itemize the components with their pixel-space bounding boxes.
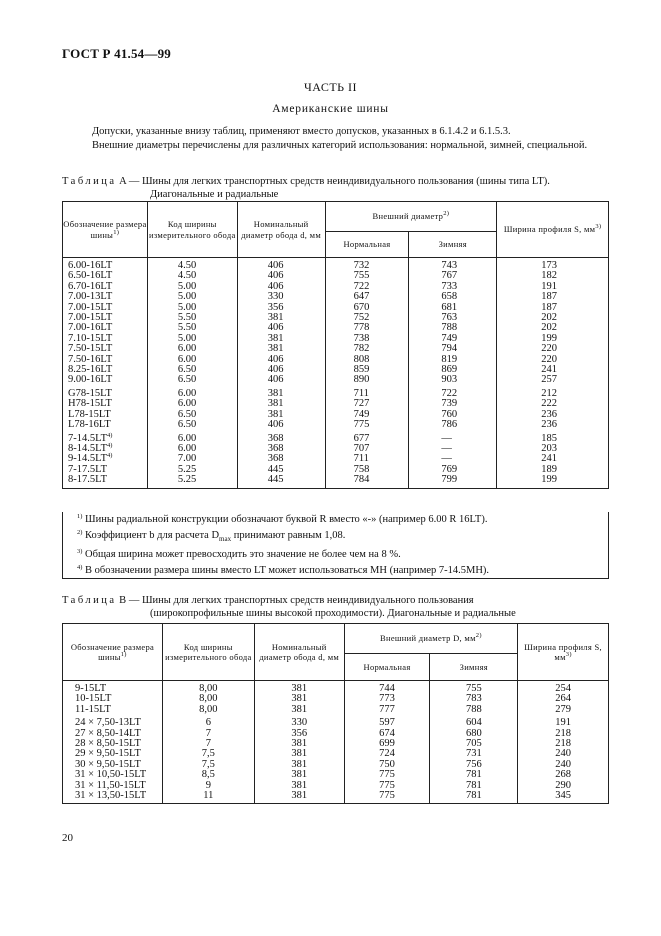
tire-size-cell: G78-15LT [63,386,148,399]
table-b-header-width: Ширина профиля S, $мм^{3)}$ [518,624,609,681]
outer-diameter-normal-cell: 758 [325,465,409,475]
outer-diameter-normal-cell: 778 [325,323,409,333]
document-code-header: ГОСТ Р 41.54—99 [62,46,171,61]
section-width-cell: 257 [497,375,609,385]
section-width-cell: 182 [497,271,609,281]
tire-size-cell: 7.50-16LT [63,355,148,365]
table-a-caption [62,175,622,201]
rim-width-code-cell: 6.00 [147,344,237,354]
rim-width-code-cell: 7,5 [162,760,254,770]
outer-diameter-normal-cell: 773 [344,694,430,704]
tire-size-cell: 10-15LT [63,694,163,704]
tire-size-cell: 6.70-16LT [63,282,148,292]
outer-diameter-normal-cell: 755 [325,271,409,281]
outer-diameter-winter-cell: 722 [409,386,497,399]
table-row [63,410,609,420]
rim-width-code-cell: 6.00 [147,431,237,444]
nominal-rim-diameter-cell: 381 [237,386,325,399]
table-row [63,355,609,365]
outer-diameter-normal-cell: 674 [344,729,430,739]
table-row [63,694,609,704]
tire-size-cell: 6.50-16LT [63,271,148,281]
nominal-rim-diameter-cell: 381 [254,791,344,804]
outer-diameter-winter-cell: 749 [409,334,497,344]
outer-diameter-winter-cell: — [409,444,497,454]
rim-width-code-cell: 5.00 [147,303,237,313]
table-row [63,444,609,454]
tire-size-cell: 24 × 7,50-13LT [63,715,163,728]
table-row [63,258,609,272]
outer-diameter-normal-cell: 775 [325,420,409,430]
section-width-cell: 264 [518,694,609,704]
outer-diameter-winter-cell: — [409,431,497,444]
section-width-cell: 241 [497,365,609,375]
intro-paragraph-diameters: Внешние диаметры перечислены для различных категорий использования: нормальной, зимней, специальной. [92,140,588,151]
outer-diameter-winter-cell: 788 [430,705,518,715]
rim-width-code-cell: 4.50 [147,258,237,272]
outer-diameter-winter-cell: 781 [430,791,518,804]
table-row [63,386,609,399]
rim-width-code-cell: 8,00 [162,681,254,695]
section-width-cell: 240 [518,749,609,759]
section-width-cell: 268 [518,770,609,780]
table-a-header-normal: Нормальная [325,231,409,257]
outer-diameter-winter-cell: 769 [409,465,497,475]
outer-diameter-normal-cell: 782 [325,344,409,354]
section-width-cell: 199 [497,334,609,344]
section-width-cell: 203 [497,444,609,454]
rim-width-code-cell: 6.50 [147,365,237,375]
section-width-cell: 189 [497,465,609,475]
rim-width-code-cell: 5.25 [147,465,237,475]
table-b-header-nominal: Номинальный диаметр обода d, мм [254,624,344,681]
nominal-rim-diameter-cell: 445 [237,475,325,488]
rim-width-code-cell: 6.00 [147,399,237,409]
nominal-rim-diameter-cell: 406 [237,375,325,385]
section-width-cell: 191 [518,715,609,728]
outer-diameter-winter-cell: 604 [430,715,518,728]
table-row [63,334,609,344]
section-width-cell: 218 [518,739,609,749]
outer-diameter-normal-cell: 724 [344,749,430,759]
nominal-rim-diameter-cell: 381 [254,749,344,759]
section-width-cell: 220 [497,344,609,354]
rim-width-code-cell: 7,5 [162,749,254,759]
outer-diameter-winter-cell: 781 [430,781,518,791]
outer-diameter-winter-cell: 788 [409,323,497,333]
section-width-cell: 290 [518,781,609,791]
nominal-rim-diameter-cell: 381 [254,681,344,695]
table-row [63,303,609,313]
table-row [63,313,609,323]
section-width-cell: 199 [497,475,609,488]
nominal-rim-diameter-cell: 381 [237,410,325,420]
section-width-cell: 241 [497,454,609,464]
tire-size-cell: 31 × 13,50-15LT [63,791,163,804]
outer-diameter-normal-cell: 597 [344,715,430,728]
intro-paragraph-tolerances: Допуски, указанные внизу таблиц, применяют вместо допусков, указанных в 6.1.4.2 и 6.1.5.3. [92,126,511,137]
outer-diameter-winter-cell: 763 [409,313,497,323]
nominal-rim-diameter-cell: 445 [237,465,325,475]
table-a-caption-word: Таблица [62,176,117,187]
table-b-caption-word: Таблица [62,595,117,606]
tire-size-cell: 29 × 9,50-15LT [63,749,163,759]
tire-size-cell: 30 × 9,50-15LT [63,760,163,770]
table-a-note-1: $^{1)}$ Шины радиальной конструкции обозначают буквой R вместо «-» (например 6.00 R 16LT). [77,513,488,525]
tire-size-cell: 7.00-13LT [63,292,148,302]
outer-diameter-winter-cell: 799 [409,475,497,488]
table-row [63,681,609,695]
outer-diameter-normal-cell: 775 [344,770,430,780]
nominal-rim-diameter-cell: 368 [237,444,325,454]
table-a-header-size: Обозначение размера шины$^{1)}$ [63,202,148,258]
tire-size-cell: 7-14.5LT$^{4)}$ [63,431,148,444]
tire-size-cell: 8-14.5LT$^{4)}$ [63,444,148,454]
outer-diameter-normal-cell: 775 [344,791,430,804]
nominal-rim-diameter-cell: 406 [237,365,325,375]
table-a-note-3: $^{3)}$ Общая ширина может превосходить это значение не более чем на 8 %. [77,548,401,561]
table-row [63,282,609,292]
table-row [63,292,609,302]
rim-width-code-cell: 6.00 [147,355,237,365]
tire-size-cell: 7.00-15LT [63,303,148,313]
outer-diameter-winter-cell: 658 [409,292,497,302]
nominal-rim-diameter-cell: 406 [237,258,325,272]
rim-width-code-cell: 6.00 [147,444,237,454]
table-row [63,739,609,749]
table-row [63,375,609,385]
outer-diameter-normal-cell: 775 [344,781,430,791]
outer-diameter-winter-cell: 733 [409,282,497,292]
section-width-cell: 220 [497,355,609,365]
outer-diameter-winter-cell: — [409,454,497,464]
section-width-cell: 187 [497,292,609,302]
outer-diameter-winter-cell: 819 [409,355,497,365]
rim-width-code-cell: 7.00 [147,454,237,464]
table-b [62,623,609,804]
outer-diameter-winter-cell: 903 [409,375,497,385]
nominal-rim-diameter-cell: 381 [237,313,325,323]
nominal-rim-diameter-cell: 381 [254,760,344,770]
nominal-rim-diameter-cell: 356 [254,729,344,739]
tire-size-cell: H78-15LT [63,399,148,409]
table-a-body [63,258,609,489]
outer-diameter-normal-cell: 727 [325,399,409,409]
table-b-caption-continuation: (широкопрофильные шины высокой проходимости). Диагональные и радиальные [150,608,516,619]
outer-diameter-normal-cell: 732 [325,258,409,272]
tire-size-cell: 28 × 8,50-15LT [63,739,163,749]
outer-diameter-winter-cell: 756 [430,760,518,770]
section-width-cell: 240 [518,760,609,770]
rim-width-code-cell: 8,00 [162,705,254,715]
rim-width-code-cell: 6.50 [147,420,237,430]
outer-diameter-winter-cell: 731 [430,749,518,759]
outer-diameter-normal-cell: 859 [325,365,409,375]
nominal-rim-diameter-cell: 356 [237,303,325,313]
nominal-rim-diameter-cell: 381 [254,770,344,780]
section-width-cell: 254 [518,681,609,695]
table-a-caption-text: — Шины для легких транспортных средств неиндивидуального пользования (шины типа LT). [126,176,550,187]
rim-width-code-cell: 8,5 [162,770,254,780]
table-row [63,715,609,728]
section-width-cell: 202 [497,323,609,333]
rim-width-code-cell: 6.50 [147,375,237,385]
tire-size-cell: 31 × 10,50-15LT [63,770,163,780]
outer-diameter-winter-cell: 743 [409,258,497,272]
outer-diameter-normal-cell: 777 [344,705,430,715]
outer-diameter-normal-cell: 722 [325,282,409,292]
tire-size-cell: 7-17.5LT [63,465,148,475]
rim-width-code-cell: 11 [162,791,254,804]
table-a [62,201,609,489]
table-a-header-code: Код ширины измерительного обода [147,202,237,258]
table-row [63,475,609,488]
rim-width-code-cell: 6.50 [147,410,237,420]
outer-diameter-normal-cell: 744 [344,681,430,695]
table-row [63,729,609,739]
section-width-cell: 279 [518,705,609,715]
table-row [63,791,609,804]
table-row [63,344,609,354]
section-width-cell: 187 [497,303,609,313]
nominal-rim-diameter-cell: 381 [254,739,344,749]
rim-width-code-cell: 7 [162,729,254,739]
rim-width-code-cell: 5.25 [147,475,237,488]
table-row [63,271,609,281]
tire-size-cell: 6.00-16LT [63,258,148,272]
outer-diameter-winter-cell: 783 [430,694,518,704]
nominal-rim-diameter-cell: 368 [237,431,325,444]
table-b-caption [62,594,622,620]
tire-size-cell: L78-15LT [63,410,148,420]
outer-diameter-winter-cell: 739 [409,399,497,409]
tire-size-cell: 9.00-16LT [63,375,148,385]
rim-width-code-cell: 5.50 [147,313,237,323]
table-a-note-2: $^{2)}$ Коэффициент b для расчета $D_{max}$ принимают равным 1,08. [77,528,346,543]
section-width-cell: 236 [497,410,609,420]
rim-width-code-cell: 5.00 [147,334,237,344]
tire-size-cell: 9-14.5LT$^{4)}$ [63,454,148,464]
nominal-rim-diameter-cell: 406 [237,282,325,292]
table-b-header-size: Обозначение размера шины$^{1)}$ [63,624,163,681]
rim-width-code-cell: 5.50 [147,323,237,333]
outer-diameter-winter-cell: 760 [409,410,497,420]
section-width-cell: 202 [497,313,609,323]
table-a-notes [62,512,609,579]
outer-diameter-winter-cell: 781 [430,770,518,780]
outer-diameter-normal-cell: 670 [325,303,409,313]
table-row [63,749,609,759]
outer-diameter-normal-cell: 647 [325,292,409,302]
nominal-rim-diameter-cell: 330 [237,292,325,302]
tire-size-cell: 8.25-16LT [63,365,148,375]
table-a-header-winter: Зимняя [409,231,497,257]
outer-diameter-winter-cell: 869 [409,365,497,375]
outer-diameter-winter-cell: 767 [409,271,497,281]
table-a-header-nominal: Номинальный диаметр обода d, мм [237,202,325,258]
table-b-caption-label: B [119,595,127,606]
outer-diameter-normal-cell: 749 [325,410,409,420]
nominal-rim-diameter-cell: 406 [237,271,325,281]
tire-size-cell: L78-16LT [63,420,148,430]
outer-diameter-normal-cell: 752 [325,313,409,323]
tire-size-cell: 8-17.5LT [63,475,148,488]
outer-diameter-normal-cell: 750 [344,760,430,770]
section-width-cell: 191 [497,282,609,292]
table-b-header-outer: Внешний диаметр D, $мм^{2)}$ [344,624,518,654]
table-b-header-normal: Нормальная [344,653,430,680]
outer-diameter-winter-cell: 755 [430,681,518,695]
table-a-note-4: $^{4)}$ В обозначении размера шины вместо LT может использоваться MH (например 7-14.5MH). [77,563,490,576]
part-subtitle: Американские шины [272,103,389,115]
table-b-header-code: Код ширины измерительного обода [162,624,254,681]
outer-diameter-normal-cell: 738 [325,334,409,344]
part-title: ЧАСТЬ II [303,80,358,94]
outer-diameter-winter-cell: 681 [409,303,497,313]
outer-diameter-winter-cell: 794 [409,344,497,354]
rim-width-code-cell: 6.00 [147,386,237,399]
table-b-body [63,681,609,804]
outer-diameter-winter-cell: 705 [430,739,518,749]
table-row [63,431,609,444]
nominal-rim-diameter-cell: 381 [237,399,325,409]
table-row [63,365,609,375]
page-number: 20 [62,832,73,844]
nominal-rim-diameter-cell: 381 [254,781,344,791]
table-row [63,454,609,464]
outer-diameter-winter-cell: 680 [430,729,518,739]
nominal-rim-diameter-cell: 406 [237,420,325,430]
table-row [63,705,609,715]
table-a-caption-label: A [119,176,127,187]
nominal-rim-diameter-cell: 406 [237,355,325,365]
outer-diameter-normal-cell: 677 [325,431,409,444]
rim-width-code-cell: 6 [162,715,254,728]
table-a-caption-continuation: Диагональные и радиальные [150,189,279,200]
table-row [63,399,609,409]
outer-diameter-normal-cell: 808 [325,355,409,365]
section-width-cell: 236 [497,420,609,430]
rim-width-code-cell: 7 [162,739,254,749]
section-width-cell: 222 [497,399,609,409]
tire-size-cell: 7.00-15LT [63,313,148,323]
table-a-header-width: Ширина профиля S, $мм^{3)}$ [497,202,609,258]
table-b-caption-text: — Шины для легких транспортных средств неиндивидуального пользования [126,595,474,606]
nominal-rim-diameter-cell: 381 [237,334,325,344]
nominal-rim-diameter-cell: 330 [254,715,344,728]
rim-width-code-cell: 4.50 [147,271,237,281]
section-width-cell: 173 [497,258,609,272]
table-a-header-outer: Внешний диаметр$^{2)}$ [325,202,497,232]
nominal-rim-diameter-cell: 368 [237,454,325,464]
tire-size-cell: 7.10-15LT [63,334,148,344]
nominal-rim-diameter-cell: 381 [254,705,344,715]
outer-diameter-normal-cell: 784 [325,475,409,488]
table-row [63,465,609,475]
tire-size-cell: 7.50-15LT [63,344,148,354]
table-row [63,420,609,430]
outer-diameter-normal-cell: 711 [325,386,409,399]
rim-width-code-cell: 5.00 [147,292,237,302]
outer-diameter-normal-cell: 711 [325,454,409,464]
outer-diameter-winter-cell: 786 [409,420,497,430]
rim-width-code-cell: 8,00 [162,694,254,704]
section-width-cell: 185 [497,431,609,444]
table-b-header-winter: Зимняя [430,653,518,680]
rim-width-code-cell: 5.00 [147,282,237,292]
nominal-rim-diameter-cell: 381 [254,694,344,704]
nominal-rim-diameter-cell: 381 [237,344,325,354]
nominal-rim-diameter-cell: 406 [237,323,325,333]
section-width-cell: 218 [518,729,609,739]
tire-size-cell: 9-15LT [63,681,163,695]
rim-width-code-cell: 9 [162,781,254,791]
tire-size-cell: 7.00-16LT [63,323,148,333]
outer-diameter-normal-cell: 890 [325,375,409,385]
section-width-cell: 212 [497,386,609,399]
table-row [63,323,609,333]
tire-size-cell: 27 × 8,50-14LT [63,729,163,739]
tire-size-cell: 11-15LT [63,705,163,715]
section-width-cell: 345 [518,791,609,804]
outer-diameter-normal-cell: 707 [325,444,409,454]
outer-diameter-normal-cell: 699 [344,739,430,749]
tire-size-cell: 31 × 11,50-15LT [63,781,163,791]
